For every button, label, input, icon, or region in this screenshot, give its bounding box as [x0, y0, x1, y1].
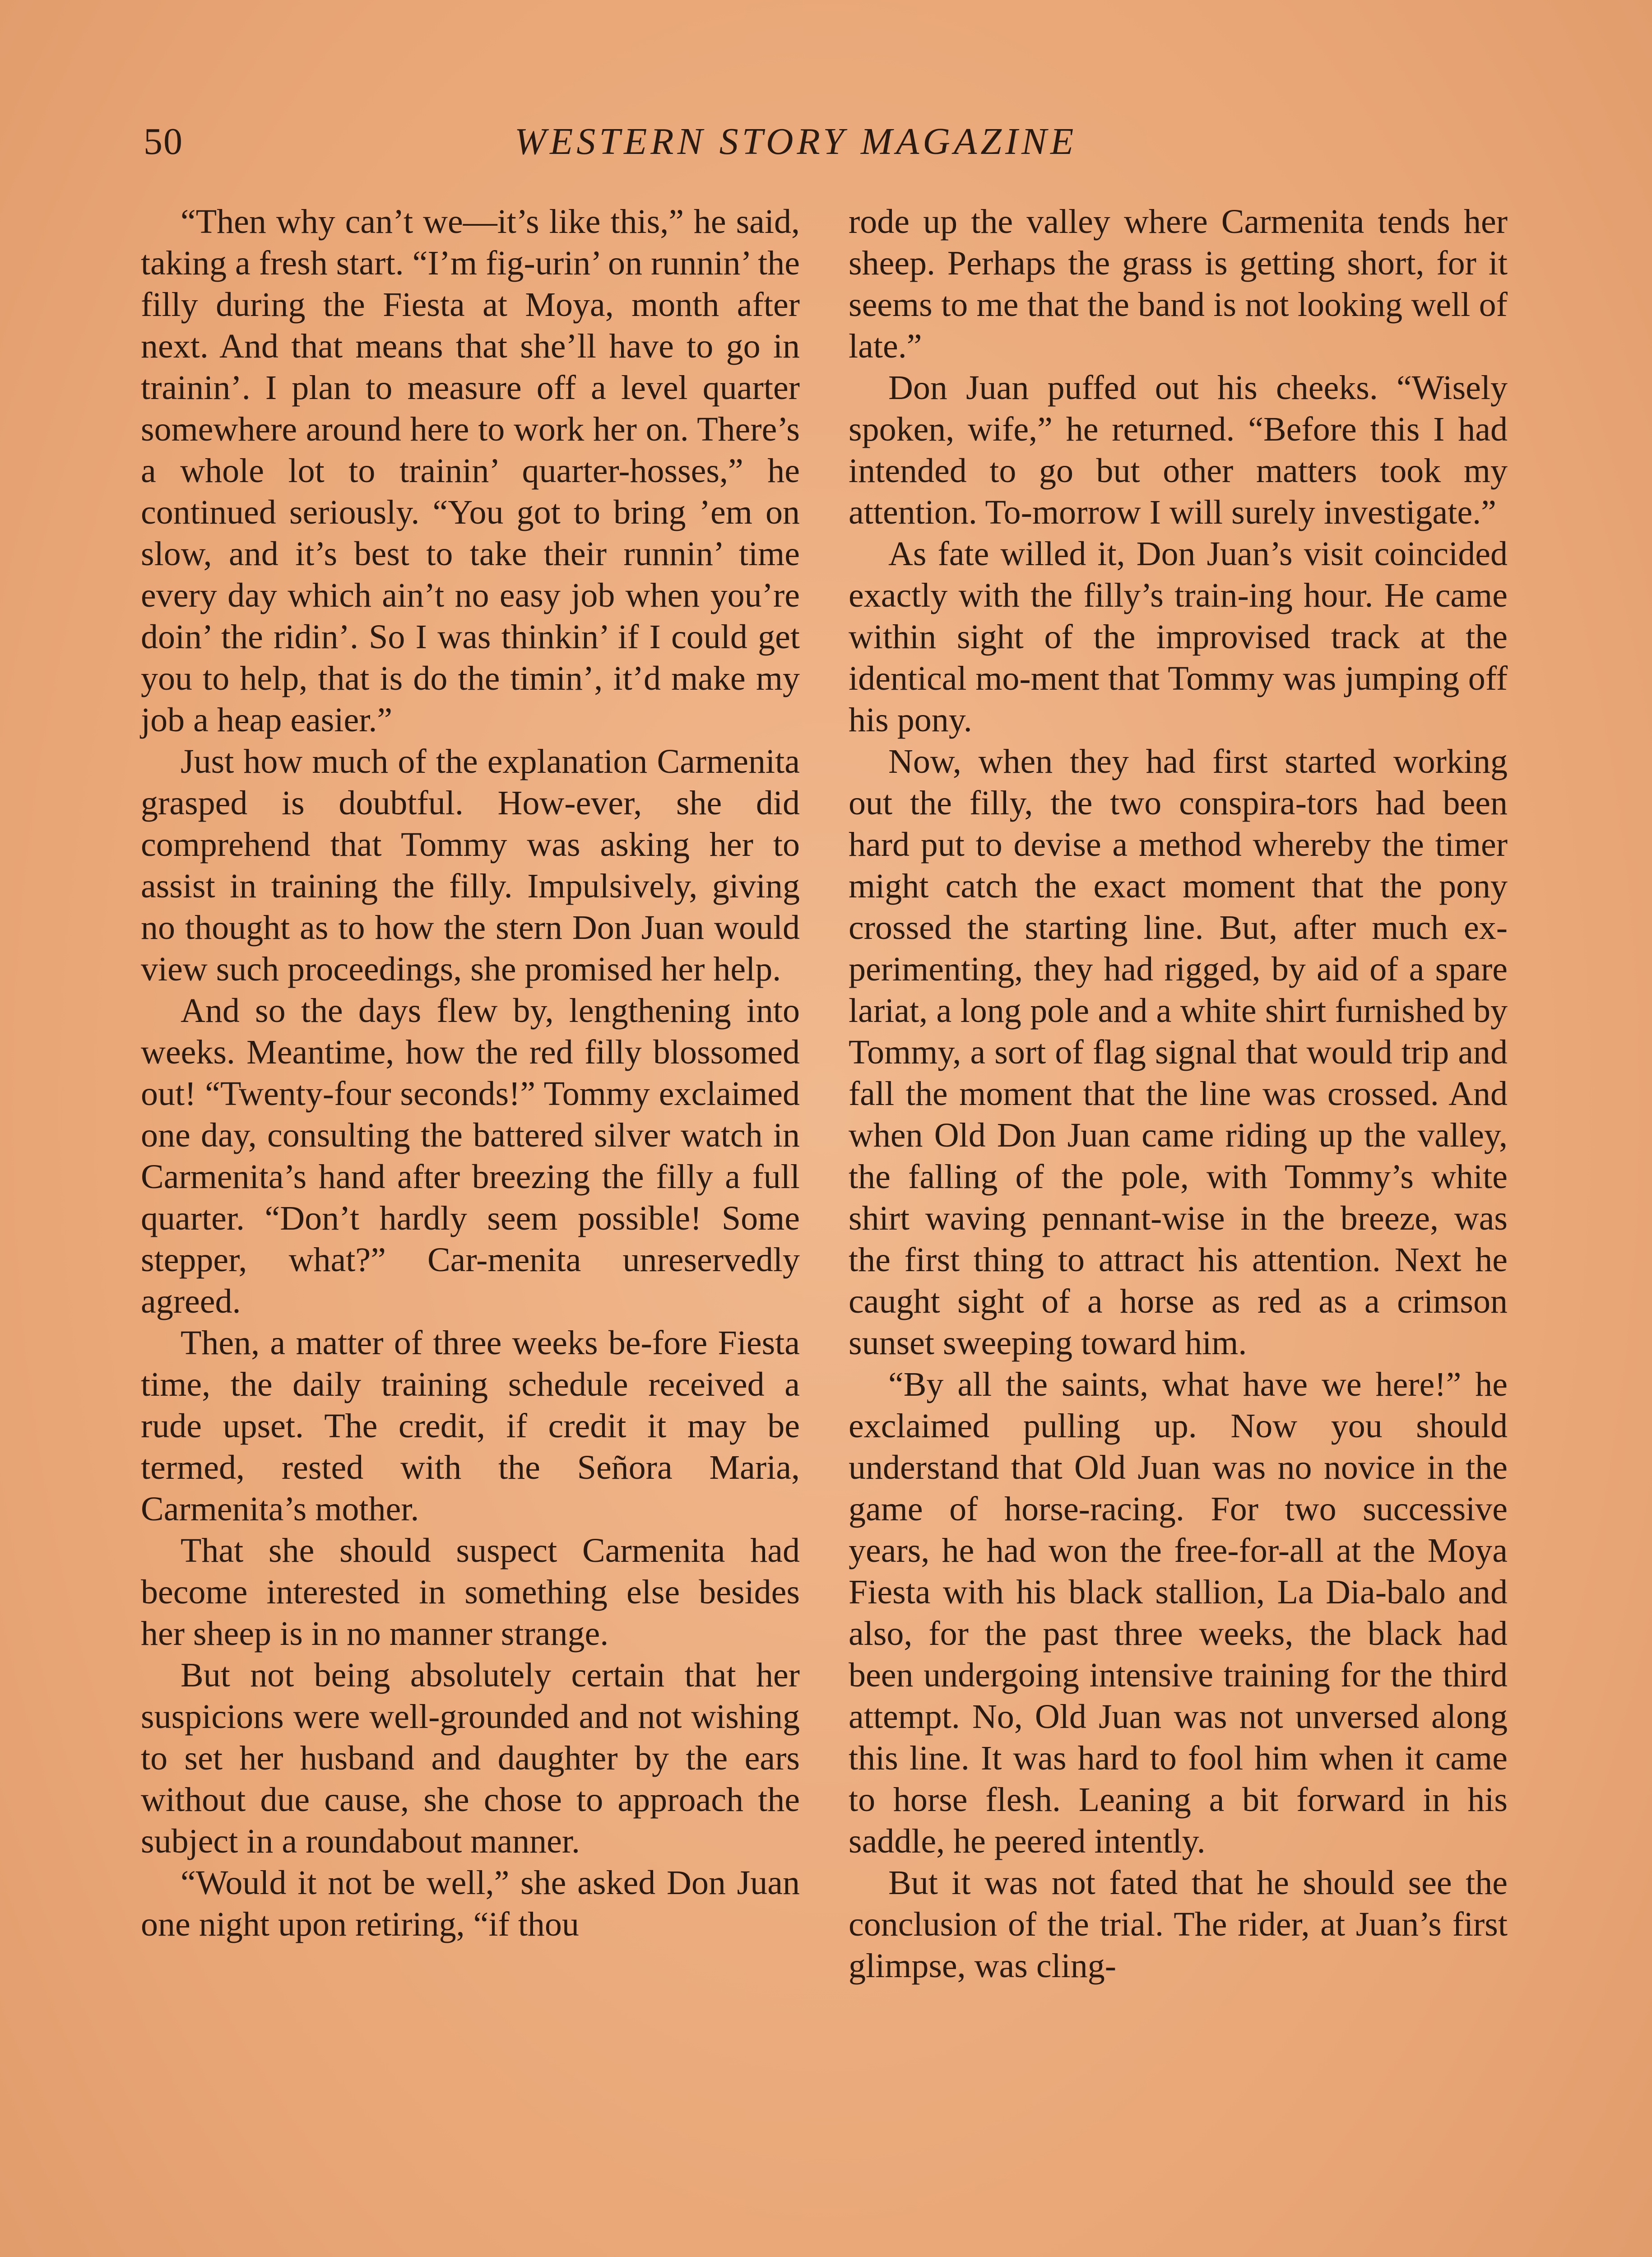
paragraph: That she should suspect Carmenita had become interested in something else besides her sheep is in no manner strange. — [141, 1532, 800, 1653]
paragraph: And so the days flew by, lengthening into weeks. Meantime, how the red filly blossomed out! “Twenty-four seconds!” Tommy exclaimed one day, consulting the battered silver watch in Carmenita’s hand after breezing the filly a full quarter. “Don’t hardly seem possible! Some stepper, what?” Car-menita unreservedly agreed. — [141, 992, 800, 1320]
paragraph: “Would it not be well,” she asked Don Juan one night upon retiring, “if thou — [141, 1864, 800, 1943]
page-number: 50 — [144, 121, 183, 163]
paragraph: But not being absolutely certain that her suspicions were well-grounded and not wishing to set her husband and daughter by the ears without due cause, she chose to approach the subject in a roundabout manner. — [141, 1656, 800, 1860]
paragraph: As fate willed it, Don Juan’s visit coincided exactly with the filly’s train-ing hour. He came within sight of the improvised track at the identical mo-ment that Tommy was jumping off his pony. — [849, 535, 1508, 739]
right-text-column — [849, 201, 1508, 1987]
paragraph: “Then why can’t we—it’s like this,” he said, taking a fresh start. “I’m fig-urin’ on runnin’ the filly during the Fiesta at Moya, month after next. And that means that she’ll have to go in trainin’. I plan to measure off a level quarter somewhere around here to work her on. There’s a whole lot to trainin’ quarter-hosses,” he continued seriously. “You got to bring ’em on slow, and it’s best to take their runnin’ time every day which ain’t no easy job when you’re doin’ the ridin’. So I was thinkin’ if I could get you to help, that is do the timin’, it’d make my job a heap easier.” — [141, 203, 800, 739]
paragraph: Then, a matter of three weeks be-fore Fiesta time, the daily training schedule received a rude upset. The credit, if credit it may be termed, rested with the Señora Maria, Carmenita’s mother. — [141, 1324, 800, 1528]
paragraph: Don Juan puffed out his cheeks. “Wisely spoken, wife,” he returned. “Before this I had intended to go but other matters took my attention. To-morrow I will surely investigate.” — [849, 369, 1508, 531]
paragraph: Just how much of the explanation Carmenita grasped is doubtful. How-ever, she did comprehend that Tommy was asking her to assist in training the filly. Impulsively, giving no thought as to how the stern Don Juan would view such proceedings, she promised her help. — [141, 743, 800, 988]
running-title: WESTERN STORY MAGAZINE — [515, 121, 1077, 163]
paragraph: But it was not fated that he should see the conclusion of the trial. The rider, at Juan’s first glimpse, was cling- — [849, 1864, 1508, 1985]
paragraph: Now, when they had first started working out the filly, the two conspira-tors had been hard put to devise a method whereby the timer might catch the exact moment that the pony crossed the starting line. But, after much ex-perimenting, they had rigged, by aid of a spare lariat, a long pole and a white shirt furnished by Tommy, a sort of flag signal that would trip and fall the moment that the line was crossed. And when Old Don Juan came riding up the valley, the falling of the pole, with Tommy’s white shirt waving pennant-wise in the breeze, was the first thing to attract his attention. Next he caught sight of a horse as red as a crimson sunset sweeping toward him. — [849, 743, 1508, 1362]
paragraph-continued: rode up the valley where Carmenita tends her sheep. Perhaps the grass is getting short, for it seems to me that the band is not looking well of late.” — [849, 203, 1508, 365]
left-text-column — [141, 201, 800, 1945]
paragraph: “By all the saints, what have we here!” he exclaimed pulling up. Now you should understand that Old Juan was no novice in the game of horse-racing. For two successive years, he had won the free-for-all at the Moya Fiesta with his black stallion, La Dia-balo and also, for the past three weeks, the black had been undergoing intensive training for the third attempt. No, Old Juan was not unversed along this line. It was hard to fool him when it came to horse flesh. Leaning a bit forward in his saddle, he peered intently. — [849, 1365, 1508, 1860]
page-header — [0, 115, 1652, 174]
